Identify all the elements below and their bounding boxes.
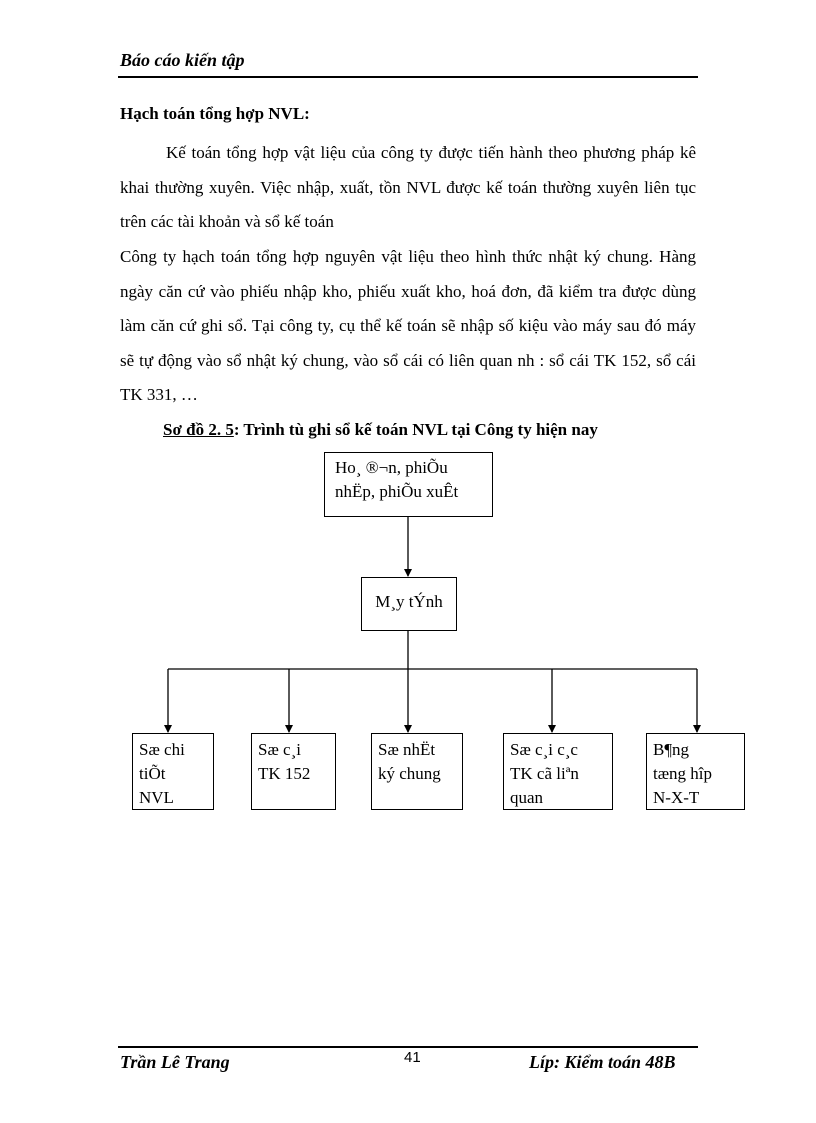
paragraph-2: Công ty hạch toán tổng hợp nguyên vật liệu theo hình thức nhật ký chung. Hàng ngày căn cứ vào phiếu nhập kho, phiếu xuất kho, hoá đơn, đã kiểm tra được dùng làm căn cứ ghi sổ. Tại công ty, cụ thể kế toán sẽ nhập số kiệu vào máy sau đó máy sẽ tự động vào sổ nhật ký chung, vào sổ cái có liên quan nh : sổ cái TK 152, sổ cái TK 331, … bbox=[120, 247, 696, 404]
page-number: 41 bbox=[404, 1049, 421, 1066]
node-line: NVL bbox=[139, 788, 174, 807]
diagram-node-ledger-tk152 bbox=[251, 733, 336, 810]
node-line: TK 152 bbox=[258, 764, 311, 783]
diagram-caption-label: Sơ đồ 2. 5 bbox=[163, 420, 234, 439]
node-line: Sæ chi bbox=[139, 740, 185, 759]
node-line: tiÕt bbox=[139, 764, 166, 783]
diagram-node-general-journal bbox=[371, 733, 463, 810]
diagram-node-related-ledgers bbox=[503, 733, 613, 810]
node-line: Ho¸ ®¬n, phiÕu bbox=[335, 458, 448, 477]
diagram-node-summary-table bbox=[646, 733, 745, 810]
node-line: tæng hîp bbox=[653, 764, 713, 783]
diagram-node-source-documents bbox=[324, 452, 493, 517]
node-line: Sæ c¸i c¸c bbox=[510, 740, 578, 759]
diagram-node-detail-ledger bbox=[132, 733, 214, 810]
footer-class: Líp: Kiểm toán 48B bbox=[529, 1052, 676, 1072]
diagram-node-computer bbox=[361, 577, 457, 631]
footer-divider bbox=[118, 1046, 698, 1048]
diagram-caption-text: : Trình tù ghi sổ kế toán NVL tại Công ty hiện nay bbox=[233, 420, 598, 439]
paragraph-1: Kế toán tổng hợp vật liệu của công ty được tiến hành theo phương pháp kê khai thường xuyên. Việc nhập, xuất, tồn NVL được kế toán thường xuyên liên tục trên các tài khoản và sổ kế toán bbox=[120, 143, 696, 231]
footer-author: Trần Lê Trang bbox=[120, 1052, 230, 1072]
node-line: Sæ nhËt bbox=[378, 740, 436, 759]
node-line: N-X-T bbox=[653, 788, 700, 807]
header-title: Báo cáo kiến tập bbox=[120, 50, 245, 70]
node-line: TK cã liªn bbox=[510, 764, 579, 783]
node-line: M¸y tÝnh bbox=[375, 592, 443, 611]
node-line: nhËp, phiÕu xuÊt bbox=[335, 482, 459, 501]
section-heading: Hạch toán tổng hợp NVL: bbox=[120, 104, 310, 123]
node-line: ký chung bbox=[378, 764, 441, 783]
node-line: B¶ng bbox=[653, 740, 690, 759]
node-line: Sæ c¸i bbox=[258, 740, 301, 759]
node-line: quan bbox=[510, 788, 544, 807]
